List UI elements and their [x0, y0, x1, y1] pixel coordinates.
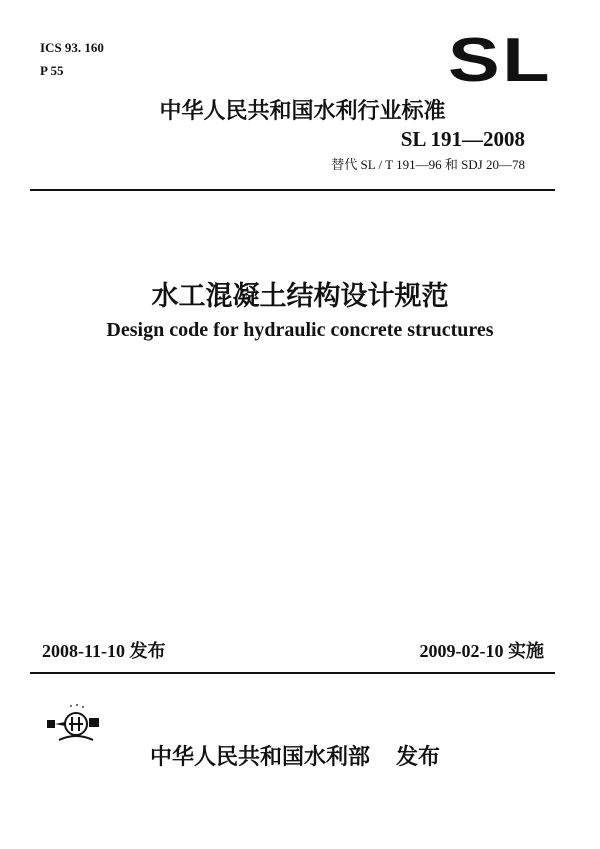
document-title-english: Design code for hydraulic concrete structures [106, 319, 494, 341]
classification-code: P 55 [40, 63, 64, 78]
ics-code: ICS 93. 160 [40, 40, 104, 55]
publisher-action: 发布 [396, 745, 441, 770]
footer-divider [30, 672, 555, 674]
standard-category: 中华人民共和国水利行业标准 [159, 99, 446, 124]
document-title: 水工混凝土结构设计规范 [151, 281, 449, 312]
sl-logo: SL [448, 26, 553, 95]
issue-date: 2008-11-10 发布 [42, 641, 166, 661]
header-divider [30, 189, 555, 191]
effective-date: 2009-02-10 实施 [419, 641, 544, 661]
ministry-seal-icon [45, 700, 107, 752]
replaces-note: 替代 SL / T 191—96 和 SDJ 20—78 [331, 157, 525, 172]
publisher-name: 中华人民共和国水利部 [150, 745, 371, 770]
standard-number: SL 191—2008 [400, 127, 525, 151]
publisher [150, 740, 440, 771]
